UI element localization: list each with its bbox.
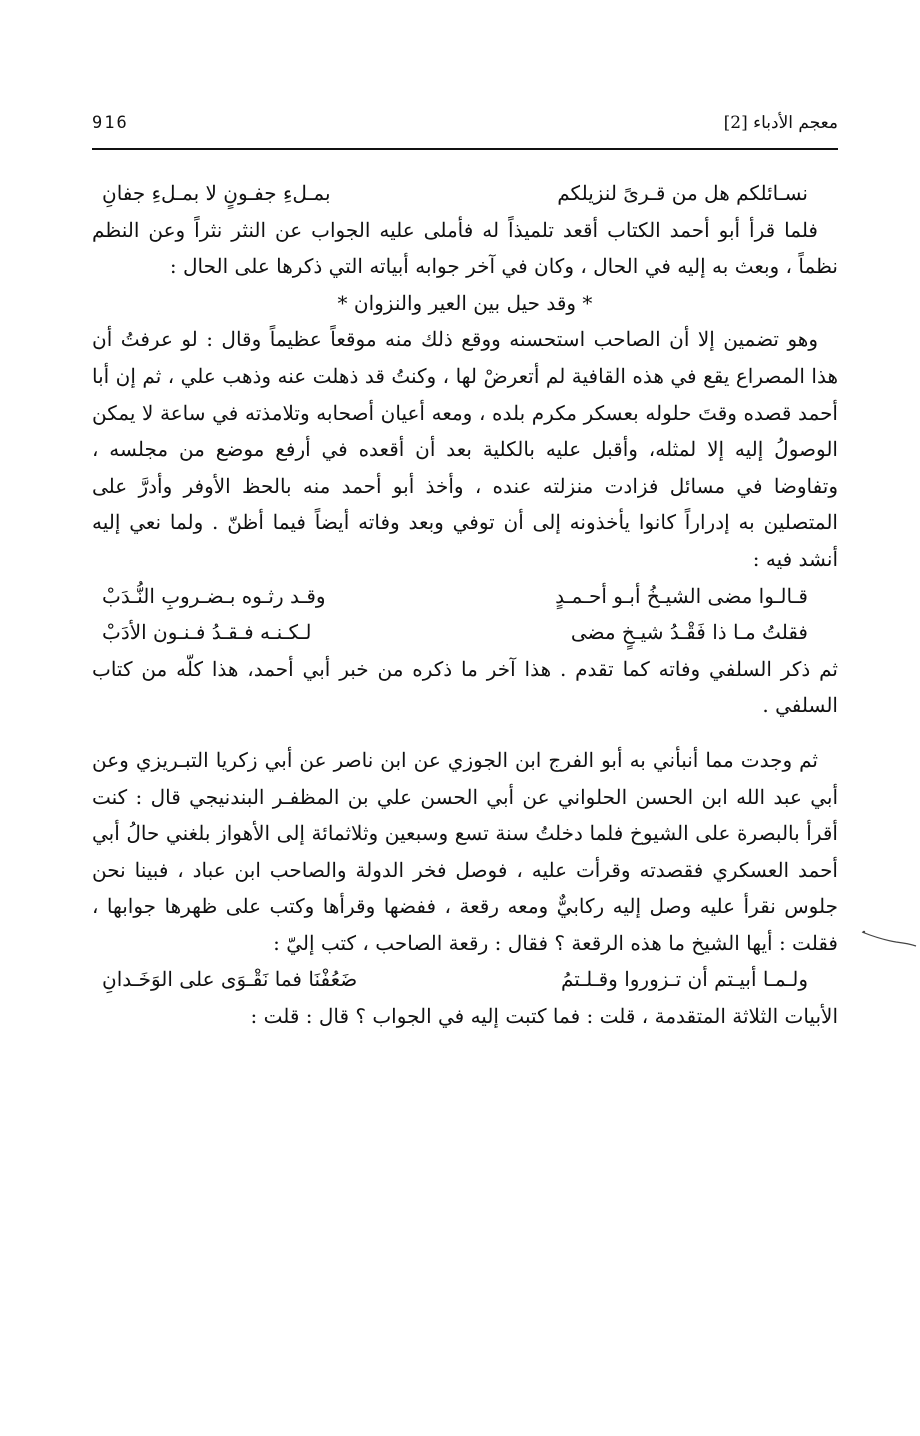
verse-first-hemistich: نسـائلكم هل من قـرىً لنزيلكم <box>557 181 808 205</box>
paragraph: فلما قرأ أبو أحمد الكتاب أقعد تلميذاً له فأملى عليه الجواب عن النثر نثراً وعن النظم نظماً ، وبعث به إليه في الحال ، وكان في آخر جوابه أبياته التي ذكرها على الحال : <box>92 217 838 279</box>
section-gap <box>92 724 838 742</box>
quoted-hemistich: * وقد حيل بين العير والنزوان * <box>337 290 593 315</box>
page-number: 916 <box>92 113 129 133</box>
verse-line <box>92 961 838 998</box>
verse-second-hemistich: وقـد رثـوه بـضـروبِ النُّـدَبْ <box>102 583 326 608</box>
verse-line <box>92 578 838 615</box>
verse-line <box>92 614 838 651</box>
verse-first-hemistich: قـالـوا مضى الشيـخُ أبـو أحـمـدٍ <box>555 583 808 608</box>
paragraph: وهو تضمين إلا أن الصاحب استحسنه ووقع ذلك منه موقعاً عظيماً وقال : لو عرفتُ أن هذا المصراع يقع في هذه القافية لم أتعرضْ لها ، وكنتُ قد ذهلت عنه وذهب علي ، ثم إن أبا أحمد قصده وقتَ حلوله بعسكر مكرم بلده ، ومعه أعيان أصحابه وتلامذته في ساعة لا يمكن الوصولُ إليه إلا لمثله، وأقبل عليه بالكلية بعد أن أقعده في أرفع موضع من مجلسه ، وتفاوضا في مسائل فزادت منزلته عنده ، وأخذ أبو أحمد منه بالحظ الأوفر وأدرَّ على المتصلين به إدراراً كانوا يأخذونه إلى أن توفي وبعد وفاته أيضاً فيما أظنّ . ولما نعي إليه أنشد فيه : <box>92 327 838 571</box>
header-rule <box>92 148 838 150</box>
page-header <box>92 113 838 143</box>
margin-ink-mark <box>858 920 918 950</box>
paragraph: ثم ذكر السلفي وفاته كما تقدم . هذا آخر ما ذكره من خبر أبي أحمد، هذا كلّه من كتاب السلفي . <box>92 656 838 718</box>
verse-second-hemistich: لـكـنـه فـقـدُ فـنـون الأدَبْ <box>102 620 312 645</box>
verse-line <box>92 175 838 212</box>
verse-second-hemistich: ضَعُفْنَا فما نَقْـوَى على الوَخَـدانِ <box>102 967 358 992</box>
verse-first-hemistich: فقلتُ مـا ذا فَقْـدُ شيـخٍ مضى <box>570 620 808 645</box>
verse-first-hemistich: ولـمـا أبيـتم أن تـزوروا وقـلـتمُ <box>560 967 808 992</box>
paragraph: ثم وجدت مما أنبأني به أبو الفرج ابن الجوزي عن ابن ناصر عن أبي زكريا التبـريزي وعن أبي عبد الله ابن الحسن الحلواني عن أبي الحسن علي بن المظفـر البندنيجي قال : كنت أقرأ بالبصرة على الشيوخ فلما دخلتُ سنة تسع وسبعين وثلاثمائة إلى الأهواز بلغني حالُ أبي أحمد العسكري فقصدته وقرأت عليه ، فوصل فخر الدولة والصاحب ابن عباد ، فبينا نحن جلوس نقرأ عليه وصل إليه ركابيٌّ ومعه رقعة ، ففضها وقرأها وكتب على ظهرها جوابها ، فقلت : أيها الشيخ ما هذه الرقعة ؟ فقال : رقعة الصاحب ، كتب إليّ : <box>92 747 838 955</box>
running-title: معجم الأدباء [2] <box>723 113 838 133</box>
verse-second-hemistich: بمـلءِ جفـونٍ لا بمـلءِ جفانِ <box>102 181 331 205</box>
page-body <box>92 175 838 1035</box>
paragraph: الأبيات الثلاثة المتقدمة ، قلت : فما كتبت إليه في الجواب ؟ قال : قلت : <box>250 1004 838 1029</box>
